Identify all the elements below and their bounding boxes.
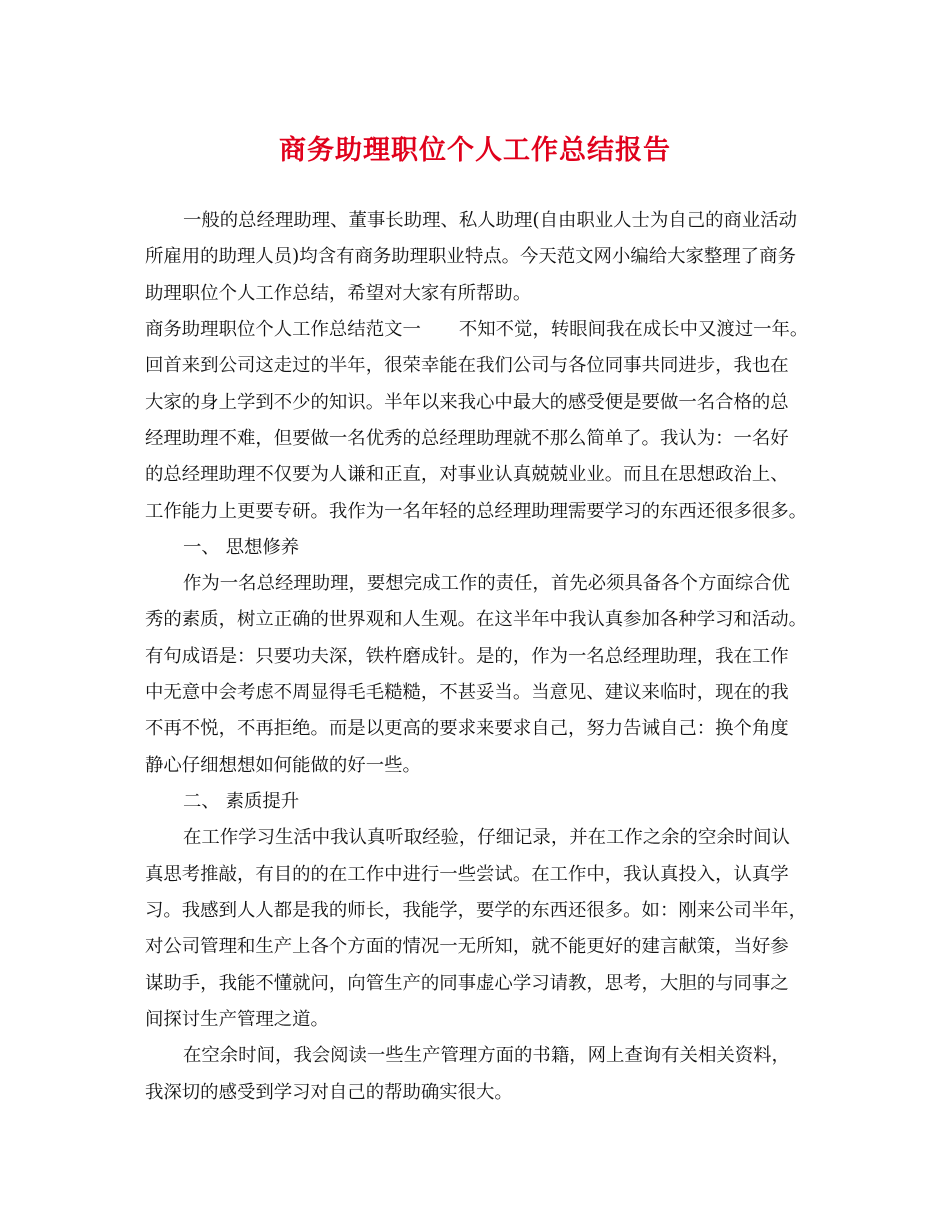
body-line: 我深切的感受到学习对自己的帮助确实很大。 — [145, 1082, 513, 1103]
body-text: 不知不觉，转眼间我在成长中又渡过一年。 — [458, 319, 809, 340]
body-line: 所雇用的助理人员)均含有商务助理职业特点。今天范文网小编给大家整理了商务 — [145, 246, 796, 267]
body-line: 谋助手，我能不懂就问，向管生产的同事虚心学习请教，思考，大胆的与同事之 — [145, 973, 789, 994]
body-line: 不再不悦，不再拒绝。而是以更高的要求来要求自己，努力告诫自己：换个角度 — [145, 718, 789, 739]
body-line: 真思考推敲，有目的的在工作中进行一些尝试。在工作中，我认真投入，认真学 — [145, 864, 789, 885]
body-line: 大家的身上学到不少的知识。半年以来我心中最大的感受便是要做一名合格的总 — [145, 392, 789, 413]
section-heading: 二、 素质提升 — [183, 791, 300, 812]
body-line: 秀的素质，树立正确的世界观和人生观。在这半年中我认真参加各种学习和活动。 — [145, 609, 808, 630]
body-line: 工作能力上更要专研。我作为一名年轻的总经理助理需要学习的东西还很多很多。 — [145, 501, 808, 522]
sample-heading: 商务助理职位个人工作总结范文一 — [145, 319, 421, 340]
body-line: 助理职位个人工作总结，希望对大家有所帮助。 — [145, 283, 532, 304]
body-line: 习。我感到人人都是我的师长，我能学，要学的东西还很多。如：刚来公司半年， — [145, 900, 808, 921]
body-line: 回首来到公司这走过的半年，很荣幸能在我们公司与各位同事共同进步，我也在 — [145, 355, 789, 376]
section-line — [145, 318, 808, 342]
section-heading: 一、 思想修养 — [183, 537, 300, 558]
body-line: 的总经理助理不仅要为人谦和正直，对事业认真兢兢业业。而且在思想政治上、 — [145, 464, 789, 485]
document-title: 商务助理职位个人工作总结报告 — [279, 135, 671, 166]
body-line: 静心仔细想想如何能做的好一些。 — [145, 755, 421, 776]
body-line: 间探讨生产管理之道。 — [145, 1009, 329, 1030]
body-line: 一般的总经理助理、董事长助理、私人助理(自由职业人士为自己的商业活动 — [183, 210, 798, 231]
body-line: 在空余时间，我会阅读一些生产管理方面的书籍，网上查询有关相关资料， — [183, 1045, 790, 1066]
body-line: 对公司管理和生产上各个方面的情况一无所知，就不能更好的建言献策，当好参 — [145, 936, 789, 957]
body-line: 作为一名总经理助理，要想完成工作的责任，首先必须具备各个方面综合优 — [183, 573, 790, 594]
body-line: 经理助理不难，但要做一名优秀的总经理助理就不那么简单了。我认为：一名好 — [145, 428, 789, 449]
body-line: 有句成语是：只要功夫深，铁杵磨成针。是的，作为一名总经理助理，我在工作 — [145, 646, 789, 667]
body-line: 在工作学习生活中我认真听取经验，仔细记录，并在工作之余的空余时间认 — [183, 827, 790, 848]
body-line: 中无意中会考虑不周显得毛毛糙糙，不甚妥当。当意见、建议来临时，现在的我 — [145, 682, 789, 703]
